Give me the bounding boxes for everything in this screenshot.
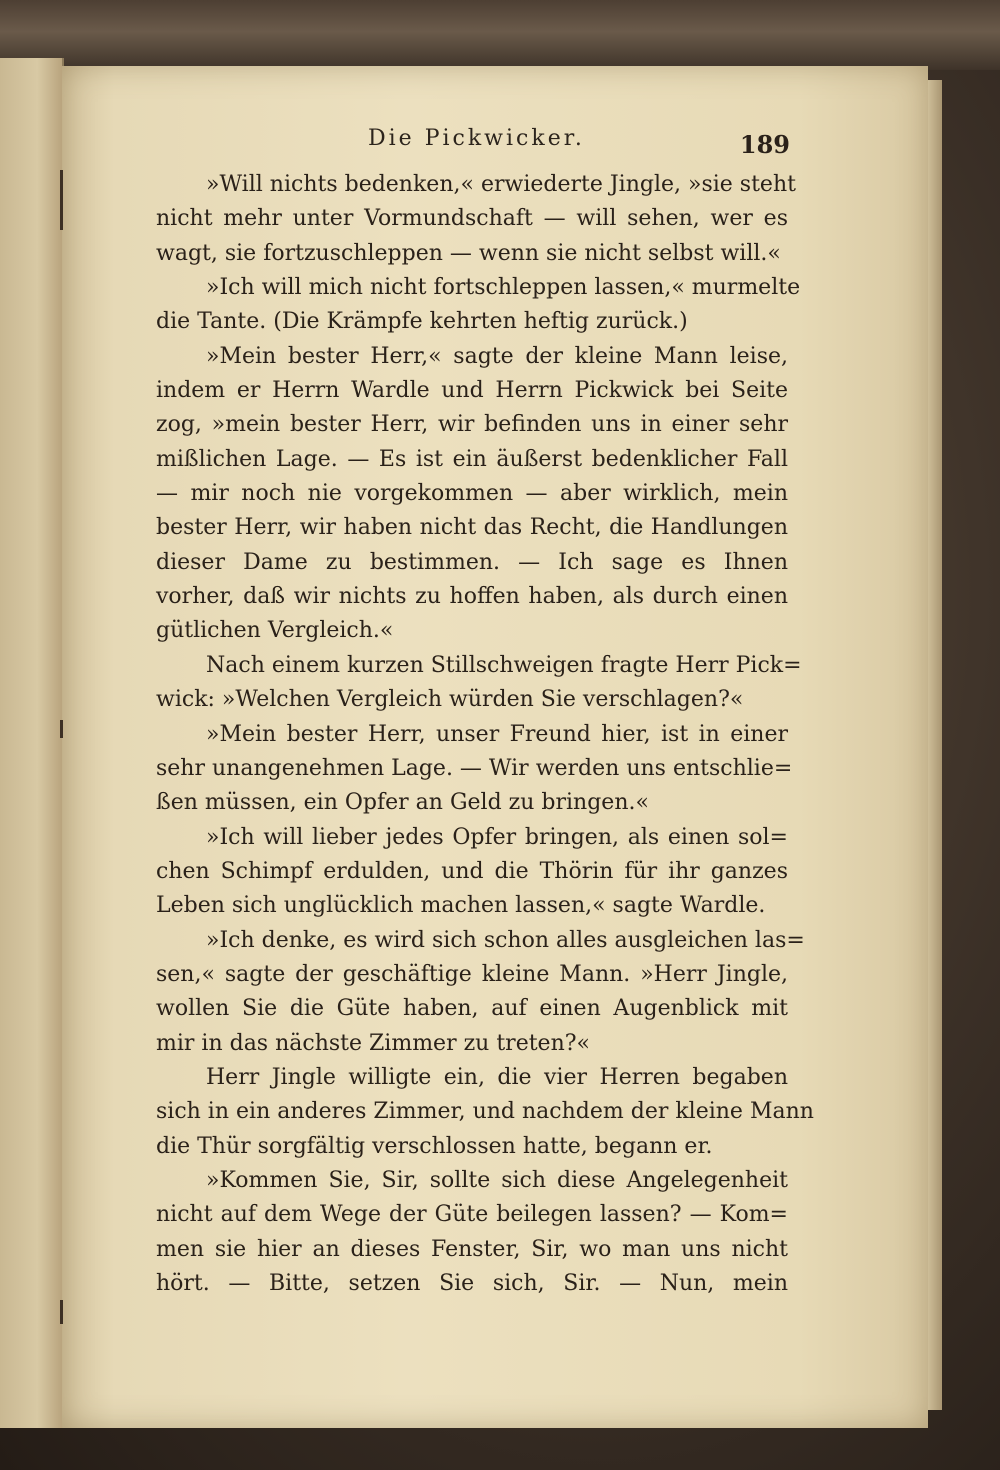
text-line: — mir noch nie vorgekommen — aber wirklich, mein (156, 481, 788, 507)
text-line: »Kommen Sie, Sir, sollte sich diese Angelegenheit (206, 1167, 788, 1193)
text-line: sich in ein anderes Zimmer, und nachdem der kleine Mann (156, 1099, 814, 1125)
facing-page-edge (0, 58, 64, 1428)
text-line: die Thür sorgfältig verschlossen hatte, begann er. (156, 1133, 713, 1159)
text-line: »Ich denke, es wird sich schon alles ausgleichen las= (206, 927, 805, 953)
text-line: wick: »Welchen Vergleich würden Sie verschlagen?« (156, 687, 744, 713)
margin-mark (60, 1300, 63, 1324)
text-line: mißlichen Lage. — Es ist ein äußerst bedenklicher Fall (156, 446, 788, 472)
body-text (156, 168, 814, 1301)
text-line: wollen Sie die Güte haben, auf einen Augenblick mit (156, 996, 788, 1022)
text-line: nicht auf dem Wege der Güte beilegen lassen? — Kom= (156, 1202, 788, 1228)
text-line: mir in das nächste Zimmer zu treten?« (156, 1030, 590, 1056)
text-line: bester Herr, wir haben nicht das Recht, die Handlungen (156, 515, 788, 541)
page-stack-edge (928, 80, 942, 1410)
text-line: »Mein bester Herr,« sagte der kleine Mann leise, (206, 343, 788, 369)
text-line: Herr Jingle willigte ein, die vier Herren begaben (206, 1064, 788, 1090)
text-line: zog, »mein bester Herr, wir befinden uns in einer sehr (156, 412, 788, 438)
text-line: »Mein bester Herr, unser Freund hier, ist in einer (206, 721, 788, 747)
text-line: indem er Herrn Wardle und Herrn Pickwick bei Seite (156, 378, 788, 404)
text-line: sen,« sagte der geschäftige kleine Mann. »Herr Jingle, (156, 961, 788, 987)
page-header (120, 124, 790, 164)
cover-top-edge (0, 0, 1000, 70)
text-line: hört. — Bitte, setzen Sie sich, Sir. — Nun, mein (156, 1271, 788, 1296)
text-line: Nach einem kurzen Stillschweigen fragte Herr Pick= (206, 652, 802, 678)
margin-mark (60, 720, 63, 738)
page-number: 189 (739, 130, 790, 159)
text-line: »Will nichts bedenken,« erwiederte Jingle, »sie steht (206, 172, 796, 197)
text-line: vorher, daß wir nichts zu hoffen haben, als durch einen (156, 584, 788, 610)
text-line: »Ich will mich nicht fortschleppen lassen,« murmelte (206, 275, 801, 301)
text-line: sehr unangenehmen Lage. — Wir werden uns entschlie= (156, 755, 793, 781)
text-line: dieser Dame zu bestimmen. — Ich sage es Ihnen (156, 549, 788, 575)
text-line: ßen müssen, ein Opfer an Geld zu bringen.« (156, 790, 649, 816)
margin-mark (60, 170, 63, 230)
text-line: die Tante. (Die Krämpfe kehrten heftig zurück.) (156, 309, 688, 335)
text-line: nicht mehr unter Vormundschaft — will sehen, wer es (156, 206, 788, 232)
text-line: »Ich will lieber jedes Opfer bringen, als einen sol= (206, 824, 788, 850)
text-line: Leben sich unglücklich machen lassen,« sagte Wardle. (156, 893, 766, 919)
text-line: wagt, sie fortzuschleppen — wenn sie nicht selbst will.« (156, 240, 781, 266)
text-line: gütlichen Vergleich.« (156, 618, 394, 644)
running-head: Die Pickwicker. (368, 126, 585, 151)
text-line: chen Schimpf erdulden, und die Thörin für ihr ganzes (156, 858, 788, 884)
text-line: men sie hier an dieses Fenster, Sir, wo man uns nicht (156, 1236, 788, 1262)
